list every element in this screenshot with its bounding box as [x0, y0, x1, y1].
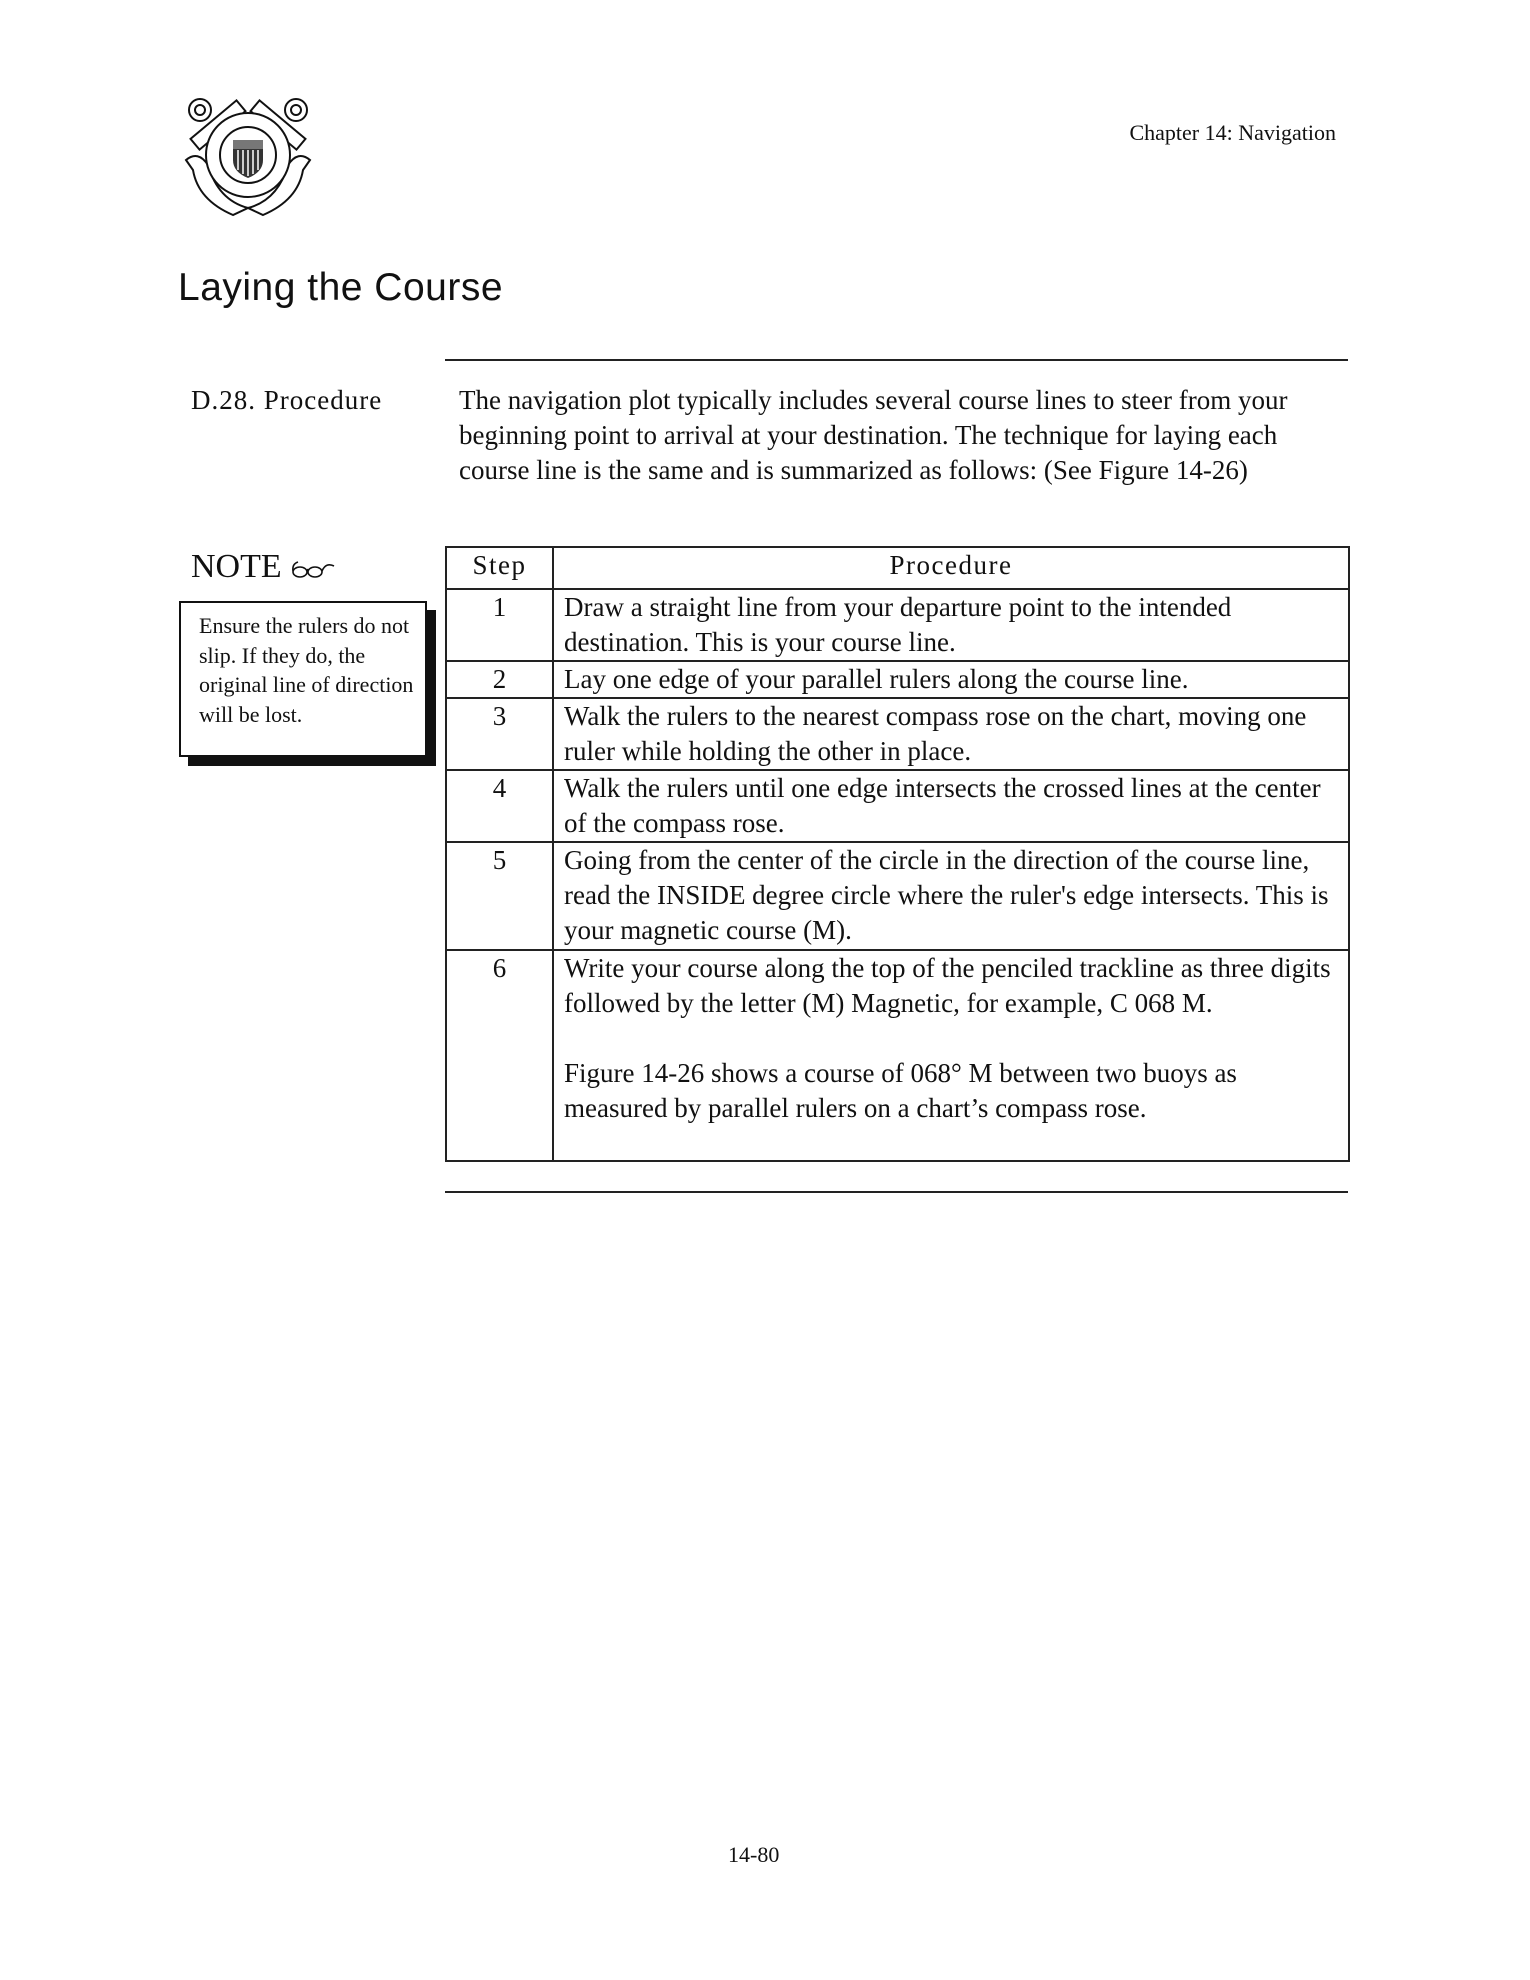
header-step: Step: [446, 547, 553, 589]
chapter-header: Chapter 14: Navigation: [1129, 120, 1336, 145]
step-number: 3: [446, 698, 553, 770]
step-number: 4: [446, 770, 553, 842]
intro-paragraph: The navigation plot typically includes several course lines to steer from your beginning point to arrival at your destination. The technique for laying each course line is the same and is summarized as follows: (See Figure 14-26): [459, 385, 1288, 485]
table-header-row: [446, 547, 1349, 589]
step-text: Write your course along the top of the penciled trackline as three digits followed by the letter (M) Magnetic, for example, C 068 M.: [564, 953, 1331, 1018]
table-row: [446, 698, 1349, 770]
step-number: 6: [446, 950, 553, 1161]
step-text: Going from the center of the circle in the direction of the course line, read the INSIDE degree circle where the ruler's edge intersects. This is your magnetic course (M).: [553, 842, 1349, 950]
page-title: Laying the Course: [178, 266, 504, 309]
table-row: [446, 589, 1349, 661]
table-row: [446, 950, 1349, 1161]
step-text: Walk the rulers until one edge intersects the crossed lines at the center of the compass rose.: [553, 770, 1349, 842]
step-number: 1: [446, 589, 553, 661]
step-text: Lay one edge of your parallel rulers along the course line.: [553, 661, 1349, 698]
step-number: 2: [446, 661, 553, 698]
note-box: Ensure the rulers do not slip. If they do, the original line of direction will be lost.: [179, 601, 427, 757]
note-heading: [191, 548, 336, 586]
step-cell: [553, 950, 1349, 1161]
page-number: 14-80: [728, 1842, 780, 1867]
bottom-divider: [445, 1191, 1348, 1193]
table-row: [446, 842, 1349, 950]
step-text: Walk the rulers to the nearest compass rose on the chart, moving one ruler while holding the other in place.: [553, 698, 1349, 770]
section-label: D.28. Procedure: [191, 385, 383, 415]
glasses-icon: [290, 558, 336, 580]
procedure-table: [445, 546, 1350, 1162]
note-label: NOTE: [191, 548, 282, 585]
step-number: 5: [446, 842, 553, 950]
coast-guard-seal-logo: [178, 90, 318, 220]
header-procedure: Procedure: [553, 547, 1349, 589]
step-text: Draw a straight line from your departure point to the intended destination. This is your course line.: [553, 589, 1349, 661]
top-divider: [445, 359, 1348, 361]
table-row: [446, 661, 1349, 698]
table-row: [446, 770, 1349, 842]
step-text-figure-reference: Figure 14-26 shows a course of 068° M between two buoys as measured by parallel rulers on a chart’s compass rose.: [564, 1058, 1237, 1123]
